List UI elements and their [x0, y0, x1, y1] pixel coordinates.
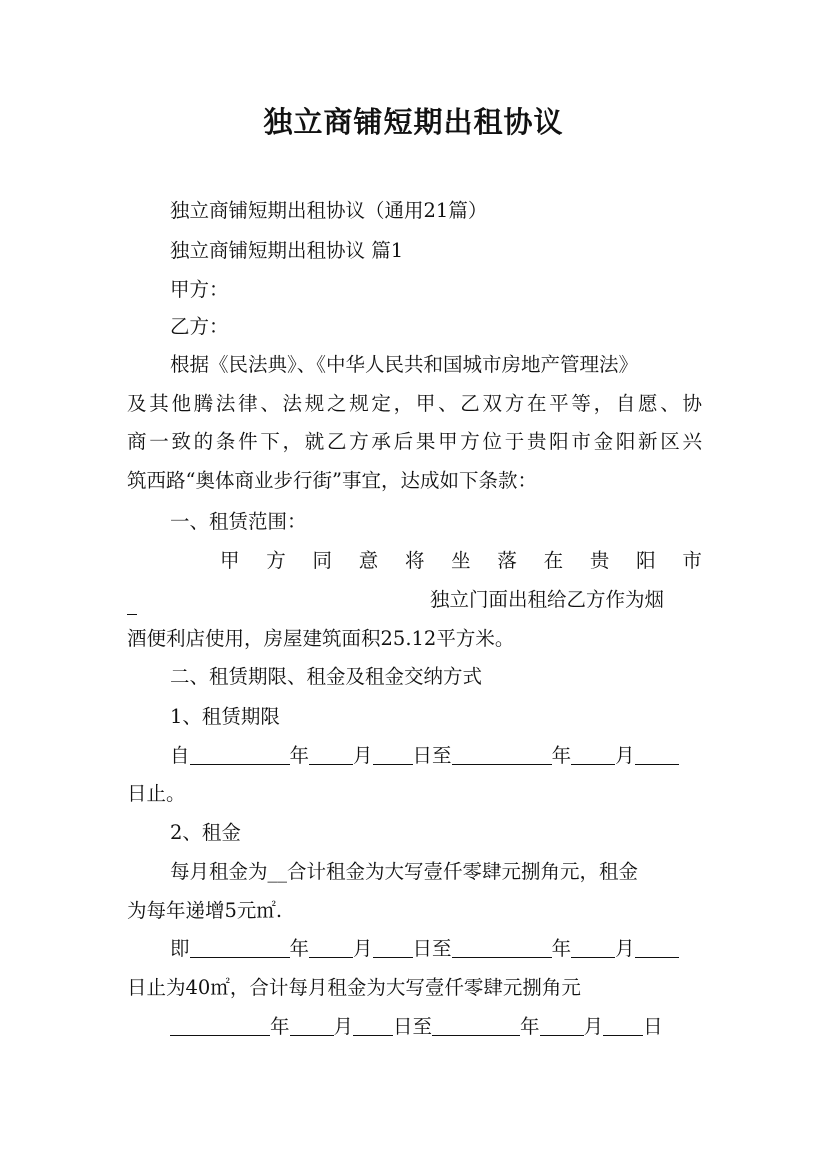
period3-day-to: 日至: [393, 1015, 433, 1038]
blank-underline: [309, 937, 353, 958]
preamble-line-4: 筑西路“奥体商业步行街”事宜，达成如下条款：: [127, 469, 537, 492]
clause1-line-2: 独立门面出租给乙方作为烟: [430, 588, 665, 611]
blank-underline: [290, 1015, 334, 1036]
period2-day-to: 日至: [412, 937, 452, 960]
blank-underline: [635, 744, 679, 765]
sub2-heading: 2、租金: [170, 821, 241, 844]
blank-underline: [127, 590, 137, 615]
blank-underline: [190, 937, 290, 958]
spaced-char: 落: [497, 549, 517, 572]
spaced-char: 意: [358, 549, 379, 572]
term-month-2: 月: [615, 744, 635, 767]
blank-underline: [432, 1015, 520, 1036]
preamble-line-1: 根据《民法典》、《中华人民共和国城市房地产管理法》: [170, 353, 639, 376]
period3-line: [170, 1012, 702, 1042]
term-day-to: 日至: [412, 744, 452, 767]
term-year: 年: [289, 744, 310, 767]
blank-underline: [373, 937, 413, 958]
term-month: 月: [353, 744, 373, 767]
rent-line-1: 每月租金为__合计租金为大写壹仟零肆元捌角元，租金: [170, 860, 639, 883]
period2-year: 年: [289, 937, 310, 960]
period3-day: 日: [643, 1015, 663, 1038]
blank-underline: [603, 1015, 643, 1036]
period3-year-2: 年: [520, 1015, 540, 1038]
blank-underline: [190, 744, 290, 765]
spaced-char: 在: [543, 549, 564, 572]
spaced-char: 甲: [220, 549, 240, 572]
spaced-char: 同: [312, 549, 332, 572]
blank-underline: [635, 937, 679, 958]
party-b-label: 乙方：: [170, 315, 229, 338]
spaced-char: 贵: [589, 549, 610, 572]
blank-underline: [170, 1015, 270, 1036]
sub1-heading: 1、租赁期限: [170, 705, 280, 728]
blank-underline: [571, 744, 615, 765]
period2-month-2: 月: [615, 937, 635, 960]
blank-underline: [452, 937, 552, 958]
party-a-label: 甲方：: [170, 278, 229, 301]
term-line: [170, 741, 702, 771]
spaced-char: 市: [682, 549, 702, 572]
period3-year: 年: [270, 1015, 290, 1038]
clause1-spaced-line: [220, 546, 702, 576]
period3-month-2: 月: [583, 1015, 604, 1038]
term-end: 日止。: [127, 782, 186, 805]
section-heading: 独立商铺短期出租协议 篇1: [170, 239, 404, 262]
clause1-line-3: 酒便利店使用，房屋建筑面积25.12平方米。: [127, 627, 515, 650]
period2-line: [170, 934, 702, 964]
clause1-heading: 一、租赁范围：: [170, 510, 307, 533]
blank-underline: [540, 1015, 584, 1036]
spaced-char: 阳: [636, 549, 656, 572]
period2-end: 日止为40㎡，合计每月租金为大写壹仟零肆元捌角元: [127, 976, 581, 999]
document-title: 独立商铺短期出租协议: [263, 105, 564, 139]
term-from: 自: [170, 744, 190, 767]
rent-line-2: 为每年递增5元㎡.: [127, 899, 283, 922]
preamble-line-2: 及其他腾法律、法规之规定，甲、乙双方在平等，自愿、协: [127, 392, 702, 415]
term-year-2: 年: [551, 744, 572, 767]
blank-underline: [373, 744, 413, 765]
spaced-char: 将: [404, 549, 425, 572]
period3-month: 月: [333, 1015, 354, 1038]
blank-underline: [452, 744, 552, 765]
period2-month: 月: [353, 937, 373, 960]
blank-underline: [353, 1015, 393, 1036]
spaced-char: 坐: [451, 549, 471, 572]
spaced-char: 方: [266, 549, 286, 572]
preamble-line-3: 商一致的条件下，就乙方承后果甲方位于贵阳市金阳新区兴: [127, 430, 702, 453]
clause2-heading: 二、租赁期限、租金及租金交纳方式: [170, 665, 483, 688]
blank-underline: [571, 937, 615, 958]
period2-start: 即: [170, 937, 190, 960]
period2-year-2: 年: [551, 937, 572, 960]
intro-line: 独立商铺短期出租协议（通用21篇）: [170, 199, 488, 222]
blank-underline: [309, 744, 353, 765]
